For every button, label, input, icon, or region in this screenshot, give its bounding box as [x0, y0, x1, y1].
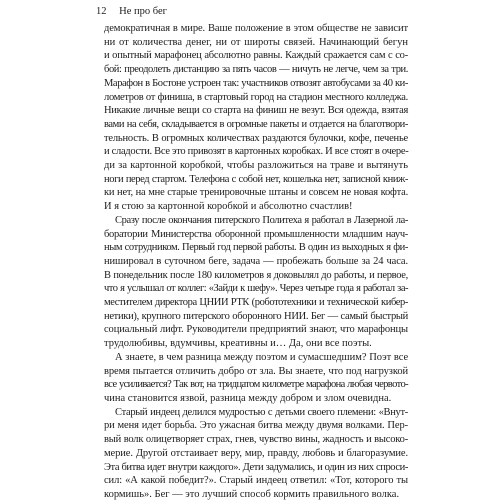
text-line: нетики), крупного питерского оборонного НИИ. Бег — самый быстрый	[104, 310, 408, 322]
page-number: 12	[96, 6, 107, 17]
text-line: Эта битва идет внутри каждого». Дети задумались, и один из них спроси-	[104, 461, 408, 473]
text-line: местителем директора ЦНИИ РТК (робототехники и технической кибер-	[104, 297, 408, 309]
paragraph	[104, 351, 408, 406]
text-line: Сразу после окончания питерского Политеха я работал в Лазерной ла-	[115, 214, 408, 226]
text-line: ноги перед стартом. Телефона с собой нет, кошелька нет, записной книж-	[104, 173, 408, 185]
text-line: Никакие личные вещи со старта на финиш не везут. Вся одежда, взятая	[104, 105, 408, 117]
body-text	[104, 22, 408, 500]
text-line: вый волк олицетворяет страх, гнев, чувство вины, жадность и высоко-	[104, 434, 408, 446]
text-line: И я стою за картонной коробкой и абсолютно счастлив!	[104, 201, 353, 213]
text-line: Марафон в Бостоне устроен так: участников отвозят автобусами за 40 ки-	[104, 77, 408, 89]
text-line: социальный лифт. Руководители предприятий знают, что марафонцы	[104, 324, 408, 336]
running-header	[96, 5, 167, 18]
text-line: ди за картонной коробкой, чтобы разложиться на траве и вытянуть	[104, 160, 408, 172]
text-line: вами на себя, складывается в огромные пакеты и отдается на благотвори-	[104, 118, 408, 130]
text-line: тельность. В огромных количествах раздаются булочки, кофе, печенье	[104, 132, 408, 144]
text-line: и сладости. Все это привозят в картонных коробках. И все стоят в очере-	[104, 146, 409, 158]
text-line: кормишь». Бег — это лучший способ кормить правильного волка.	[104, 488, 400, 500]
paragraph	[104, 22, 408, 214]
text-line: нишировал в суточном беге, задача — пробежать больше за 24 часа.	[104, 255, 408, 267]
text-line: демократичная в мире. Ваше положение в этом обществе не зависит	[104, 23, 408, 34]
text-line: боратории Министерства оборонной промышленности младшим науч-	[104, 228, 408, 240]
text-line: ри меня идет борьба. Это ужасная битва между двумя волками. Пер-	[104, 420, 408, 432]
paragraph	[104, 214, 408, 351]
running-title: Не про бег	[119, 6, 167, 17]
text-line: Старый индеец делился мудростью с детьми своего племени: «Внут-	[115, 406, 408, 418]
text-line: ным сотрудником. Первый год первой работы. В один из выходных я фи-	[104, 242, 408, 254]
text-line: бой: преодолеть дистанцию за пять часов — ничуть не легче, чем за три.	[104, 64, 408, 76]
text-line: ки нет, на мне старые тренировочные штаны и совсем не новая кофта.	[104, 187, 408, 199]
text-line: все усиливается? Так вот, на тридцатом километре марафона любая червото-	[104, 379, 408, 391]
text-line: что я услышал от коллег: «Зайди к шефу». Через четыре года я работал за-	[104, 283, 408, 295]
text-line: А знаете, в чем разница между поэтом и сумасшедшим? Поэт все	[115, 351, 409, 363]
text-line: сил: «А какой победит?». Старый индеец ответил: «Тот, которого ты	[104, 475, 408, 487]
text-line: трудолюбивы, вдумчивы, креативны и… Да, они все поэты.	[104, 338, 372, 350]
paragraph	[104, 406, 408, 500]
text-line: и опытный марафонец абсолютно равны. Каждый сражается сам с со-	[104, 50, 408, 62]
text-line: В понедельник после 180 километров я доковылял до работы, и первое,	[104, 269, 408, 281]
text-line: лометров от финиша, в стартовый город на стадион местного колледжа.	[104, 91, 408, 103]
text-line: мерие. Другой отстаивает веру, мир, правду, любовь и благоразумие.	[104, 447, 408, 459]
text-line: время пытается отличить добро от зла. Вы знаете, что под нагрузкой	[104, 365, 408, 377]
text-line: ни от количества денег, ни от широты связей. Начинающий бегун	[104, 36, 408, 48]
text-line: чина становится язвой, разница между добром и злом очевидна.	[104, 392, 392, 404]
